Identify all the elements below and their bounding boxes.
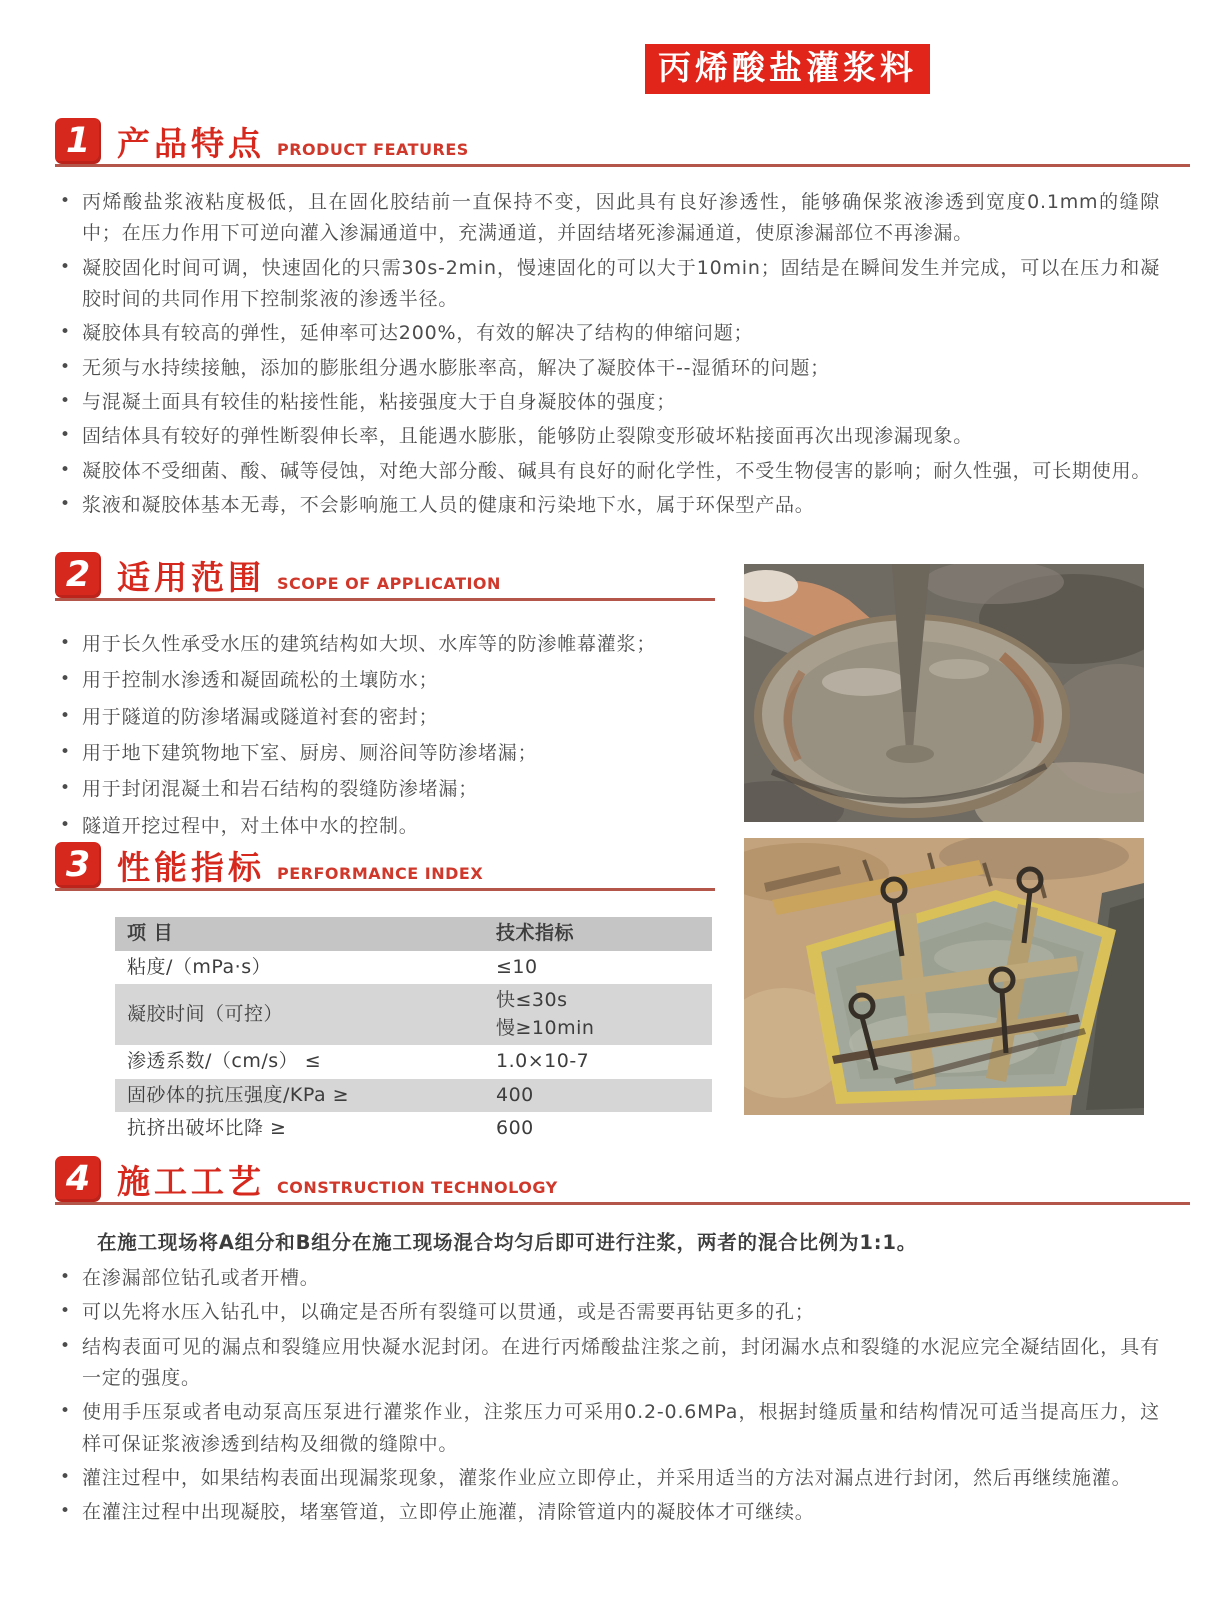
section-subtitle: PRODUCT FEATURES [277, 140, 469, 159]
list-item: • 用于隧道的防渗堵漏或隧道衬套的密封； [55, 702, 715, 733]
table-row [115, 1079, 712, 1113]
spec-item: 抗挤出破坏比降 ≥ [127, 1117, 287, 1140]
product-title-banner: 丙烯酸盐灌浆料 [645, 44, 930, 94]
section-subtitle: SCOPE OF APPLICATION [277, 574, 501, 593]
spec-item: 渗透系数/（cm/s） ≤ [127, 1050, 322, 1073]
spec-value: 1.0×10-7 [496, 1050, 590, 1073]
section-number-badge: 1 [55, 118, 101, 164]
section-performance-index [55, 842, 715, 1146]
list-item: • 凝胶固化时间可调，快速固化的只需30s-2min，慢速固化的可以大于10min；固结是在瞬间发生并完成，可以在压力和凝胶时间的共同作用下控制浆液的渗透半径。 [55, 253, 1160, 316]
section-title: 适用范围 [117, 558, 265, 597]
section-subtitle: PERFORMANCE INDEX [277, 864, 484, 883]
section-number-badge: 3 [55, 842, 101, 888]
column-header-value: 技术指标 [484, 917, 712, 951]
spec-item: 凝胶时间（可控） [115, 984, 484, 1045]
column-header-item: 项 目 [115, 917, 484, 951]
section-subtitle: CONSTRUCTION TECHNOLOGY [277, 1178, 558, 1197]
list-item: • 结构表面可见的漏点和裂缝应用快凝水泥封闭。在进行丙烯酸盐注浆之前，封闭漏水点和裂缝的水泥应完全凝结固化，具有一定的强度。 [55, 1332, 1160, 1395]
spec-value [484, 984, 712, 1045]
section-product-features [55, 118, 1190, 524]
spec-value: 600 [496, 1117, 534, 1140]
list-item: • 用于长久性承受水压的建筑结构如大坝、水库等的防渗帷幕灌浆； [55, 629, 715, 660]
section-scope-of-application [55, 552, 715, 847]
table-header-row [115, 917, 712, 951]
spec-value-line: 慢≥10min [496, 1016, 595, 1039]
application-list [55, 629, 715, 842]
list-item: • 固结体具有较好的弹性断裂伸长率，且能遇水膨胀，能够防止裂隙变形破坏粘接面再次出现渗漏现象。 [55, 421, 1160, 452]
formwork-grouting-photo [744, 838, 1144, 1115]
section-number-badge: 2 [55, 552, 101, 598]
list-item: • 凝胶体不受细菌、酸、碱等侵蚀，对绝大部分酸、碱具有良好的耐化学性，不受生物侵害的影响；耐久性强，可长期使用。 [55, 456, 1160, 487]
list-item: • 隧道开挖过程中，对土体中水的控制。 [55, 811, 715, 842]
list-item: • 无须与水持续接触，添加的膨胀组分遇水膨胀率高，解决了凝胶体干--湿循环的问题； [55, 353, 1160, 384]
spec-item: 粘度/（mPa·s） [127, 955, 272, 978]
list-item: • 使用手压泵或者电动泵高压泵进行灌浆作业，注浆压力可采用0.2-0.6MPa，根据封缝质量和结构情况可适当提高压力，这样可保证浆液渗透到结构及细微的缝隙中。 [55, 1397, 1160, 1460]
list-item: • 与混凝土面具有较佳的粘接性能，粘接强度大于自身凝胶体的强度； [55, 387, 1160, 418]
feature-list [55, 187, 1190, 521]
section-title: 施工工艺 [117, 1162, 265, 1201]
table-row [115, 1045, 712, 1079]
spec-value: 400 [484, 1079, 712, 1113]
list-item: • 可以先将水压入钻孔中，以确定是否所有裂缝可以贯通，或是否需要再钻更多的孔； [55, 1297, 1160, 1328]
list-item: • 浆液和凝胶体基本无毒，不会影响施工人员的健康和污染地下水，属于环保型产品。 [55, 490, 1160, 521]
list-item: • 凝胶体具有较高的弹性，延伸率可达200%，有效的解决了结构的伸缩问题； [55, 318, 1160, 349]
section-title: 性能指标 [117, 848, 265, 887]
spec-value-line: 快≤30s [496, 989, 568, 1012]
list-item: • 用于控制水渗透和凝固疏松的土壤防水； [55, 665, 715, 696]
list-item: • 丙烯酸盐浆液粘度极低，且在固化胶结前一直保持不变，因此具有良好渗透性，能够确保浆液渗透到宽度0.1mm的缝隙中；在压力作用下可逆向灌入渗漏通道中，充满通道，并固结堵死渗漏通道，使原渗漏部位不再渗漏。 [55, 187, 1160, 250]
section-header [55, 1156, 1190, 1205]
list-item: • 用于封闭混凝土和岩石结构的裂缝防渗堵漏； [55, 774, 715, 805]
list-item: • 在灌注过程中出现凝胶，堵塞管道，立即停止施灌，清除管道内的凝胶体才可继续。 [55, 1497, 1160, 1528]
spec-value: ≤10 [496, 955, 538, 978]
table-row [115, 951, 712, 985]
list-item: • 在渗漏部位钻孔或者开槽。 [55, 1263, 1160, 1294]
mixing-ratio-note: 在施工现场将A组分和B组分在施工现场混合均匀后即可进行注浆，两者的混合比例为1:1。 [97, 1231, 917, 1254]
list-item: • 灌注过程中，如果结构表面出现漏浆现象，灌浆作业应立即停止，并采用适当的方法对漏点进行封闭，然后再继续施灌。 [55, 1463, 1160, 1494]
performance-table [115, 917, 712, 1146]
section-number-badge: 4 [55, 1156, 101, 1202]
section-header [55, 118, 1190, 167]
construction-step-list [55, 1263, 1190, 1529]
spec-item: 固砂体的抗压强度/KPa ≥ [115, 1079, 484, 1113]
section-construction-technology [55, 1156, 1190, 1532]
section-header [55, 842, 715, 891]
list-item: • 用于地下建筑物地下室、厨房、厕浴间等防渗堵漏； [55, 738, 715, 769]
table-row [115, 984, 712, 1045]
section-header [55, 552, 715, 601]
table-row [115, 1112, 712, 1146]
grout-mixing-photo [744, 564, 1144, 822]
section-title: 产品特点 [117, 124, 265, 163]
